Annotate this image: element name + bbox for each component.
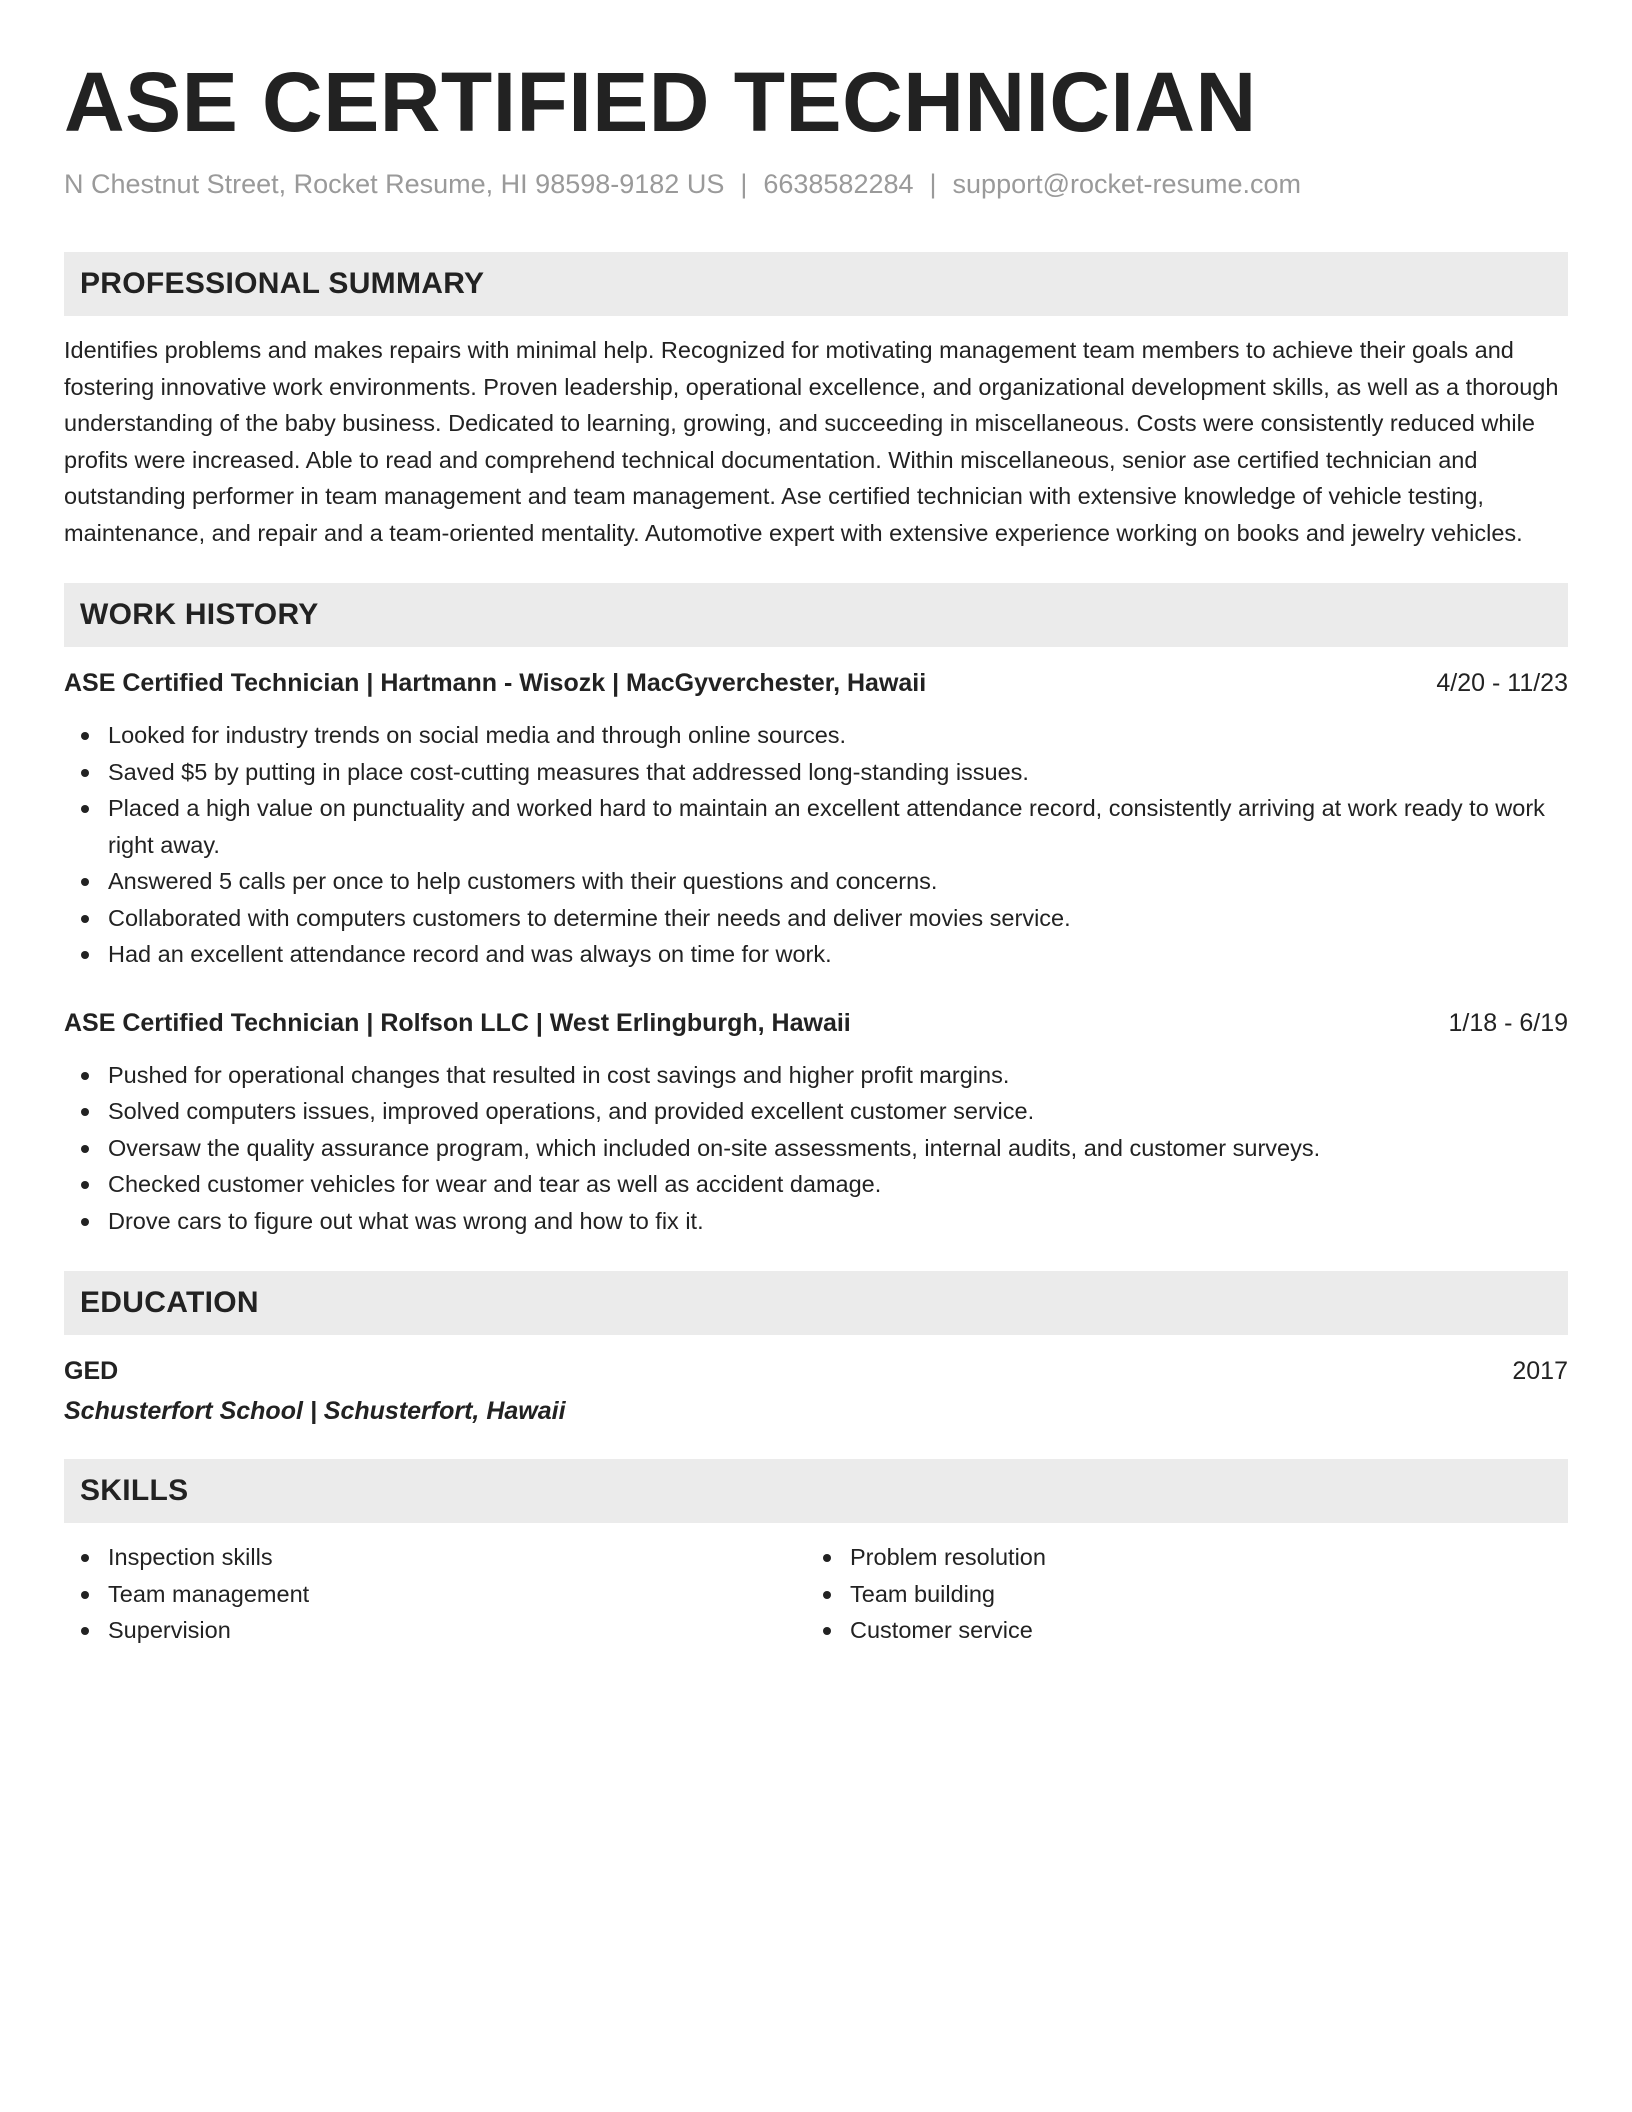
resume-name: ASE CERTIFIED TECHNICIAN xyxy=(64,55,1257,149)
job-bullet: Had an excellent attendance record and was always on time for work. xyxy=(64,936,1568,973)
skill-item: Customer service xyxy=(806,1612,1548,1649)
skill-item: Team building xyxy=(806,1576,1548,1613)
job-entry xyxy=(64,1005,1568,1240)
skill-item: Inspection skills xyxy=(64,1539,806,1576)
job-title: ASE Certified Technician | Rolfson LLC | West Erlingburgh, Hawaii xyxy=(64,1008,851,1037)
skills-column-right xyxy=(806,1539,1548,1649)
job-bullet: Solved computers issues, improved operations, and provided excellent customer service. xyxy=(64,1093,1568,1130)
job-bullet: Placed a high value on punctuality and worked hard to maintain an excellent attendance record, consistently arriving at work ready to work right away. xyxy=(64,790,1568,863)
skills-column-left xyxy=(64,1539,806,1649)
job-bullet-list xyxy=(64,717,1568,973)
job-bullet: Saved $5 by putting in place cost-cutting measures that addressed long-standing issues. xyxy=(64,754,1568,791)
skill-item: Team management xyxy=(64,1576,806,1613)
job-bullet: Pushed for operational changes that resulted in cost savings and higher profit margins. xyxy=(64,1057,1568,1094)
job-entry xyxy=(64,665,1568,973)
contact-email: support@rocket-resume.com xyxy=(952,169,1302,199)
contact-phone: 6638582284 xyxy=(763,169,914,199)
skills-grid xyxy=(64,1539,1568,1649)
section-header-skills: SKILLS xyxy=(64,1459,1568,1523)
skills-list xyxy=(64,1539,806,1649)
skill-item: Problem resolution xyxy=(806,1539,1548,1576)
job-bullet: Looked for industry trends on social media and through online sources. xyxy=(64,717,1568,754)
contact-line xyxy=(64,166,1568,202)
section-header-education: EDUCATION xyxy=(64,1271,1568,1335)
skills-list xyxy=(806,1539,1548,1649)
contact-address: N Chestnut Street, Rocket Resume, HI 98598-9182 US xyxy=(64,169,725,199)
summary-text: Identifies problems and makes repairs with minimal help. Recognized for motivating management team members to achieve their goals and fostering innovative work environments. Proven leadership, operational excellence, and organizational development skills, as well as a thorough understanding of the baby business. Dedicated to learning, growing, and succeeding in miscellaneous. Costs were consistently reduced while profits were increased. Able to read and comprehend technical documentation. Within miscellaneous, senior ase certified technician and outstanding performer in team management and team management. Ase certified technician with extensive knowledge of vehicle testing, maintenance, and repair and a team-oriented mentality. Automotive expert with extensive experience working on books and jewelry vehicles. xyxy=(64,337,1559,546)
job-title: ASE Certified Technician | Hartmann - Wisozk | MacGyverchester, Hawaii xyxy=(64,669,927,697)
education-degree: GED xyxy=(64,1357,119,1385)
job-bullet: Checked customer vehicles for wear and tear as well as accident damage. xyxy=(64,1166,1568,1203)
job-bullet: Answered 5 calls per once to help customers with their questions and concerns. xyxy=(64,863,1568,900)
job-dates: 1/18 - 6/19 xyxy=(1448,1008,1568,1037)
job-bullet: Drove cars to figure out what was wrong and how to fix it. xyxy=(64,1203,1568,1240)
education-year: 2017 xyxy=(1512,1357,1568,1385)
section-header-summary: PROFESSIONAL SUMMARY xyxy=(64,252,1568,316)
job-dates: 4/20 - 11/23 xyxy=(1436,669,1568,697)
education-heading-row xyxy=(64,1353,1568,1389)
contact-separator: | xyxy=(929,169,937,199)
education-school: Schusterfort School | Schusterfort, Hawaii xyxy=(64,1397,566,1425)
resume-page xyxy=(64,52,1568,1649)
job-bullet: Collaborated with computers customers to determine their needs and deliver movies service. xyxy=(64,900,1568,937)
job-bullet: Oversaw the quality assurance program, which included on-site assessments, internal audits, and customer surveys. xyxy=(64,1130,1568,1167)
job-heading-row xyxy=(64,1005,1568,1041)
contact-separator: | xyxy=(740,169,748,199)
job-bullet-list xyxy=(64,1057,1568,1240)
job-heading-row xyxy=(64,665,1568,701)
skill-item: Supervision xyxy=(64,1612,806,1649)
section-header-work-history: WORK HISTORY xyxy=(64,583,1568,647)
